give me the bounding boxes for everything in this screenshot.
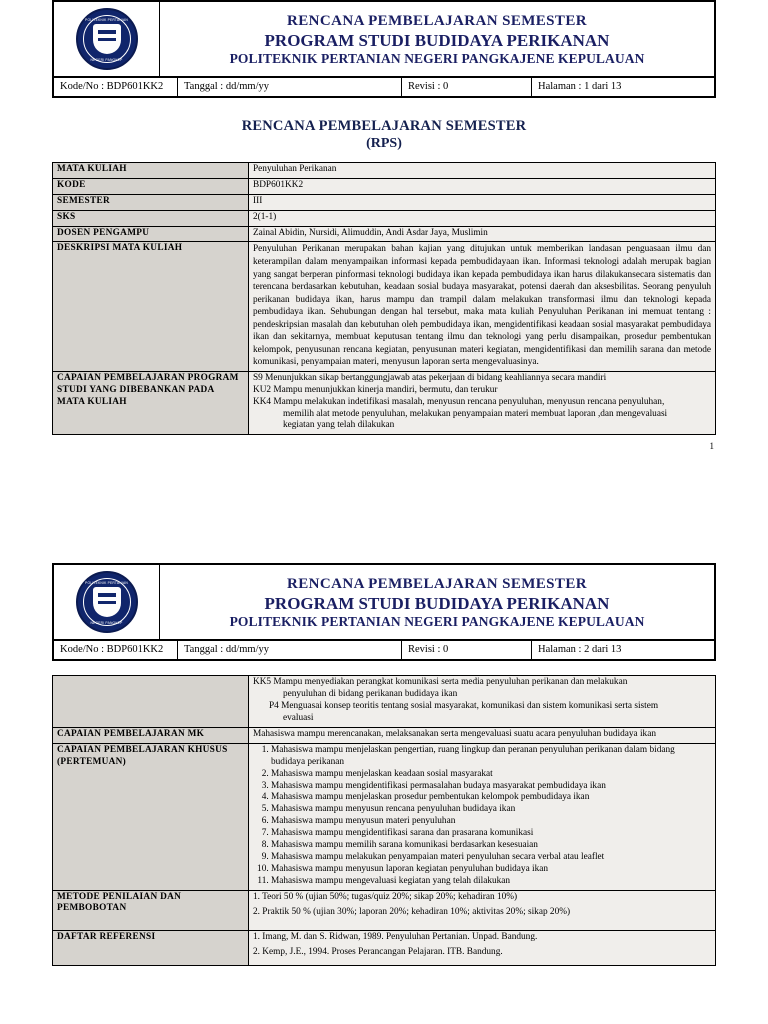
label-semester: SEMESTER	[53, 194, 249, 210]
value-capaian-pembelajaran-prodi	[249, 371, 716, 434]
label-deskripsi-mata-kuliah: DESKRIPSI MATA KULIAH	[53, 242, 249, 371]
logo-top-text: POLITEKNIK PERTANIAN	[85, 580, 128, 585]
list-item: 7. Mahasiswa mampu mengidentifikasi sarana dan prasarana komunikasi	[271, 828, 711, 840]
capaian-item: KK4 Mampu melakukan indetifikasi masalah, menyusun rencana penyuluhan, menyusun rencana penyuluhan,	[253, 396, 665, 407]
logo-shape	[76, 571, 138, 633]
value-dosen-pengampu: Zainal Abidin, Nursidi, Alimuddin, Andi Asdar Jaya, Muslimin	[249, 226, 716, 242]
document-title-line-2: (RPS)	[366, 136, 402, 151]
document-header-page2	[52, 563, 716, 641]
list-item: 2. Mahasiswa mampu menjelaskan keadaan sosial masyarakat	[271, 769, 711, 781]
list-item: 10. Mahasiswa mampu menyusun laporan kegiatan penyuluhan budidaya ikan	[271, 864, 711, 876]
meta-revisi: Revisi : 0	[402, 78, 532, 96]
label-capaian-pembelajaran-khusus: CAPAIAN PEMBELAJARAN KHUSUS (PERTEMUAN)	[53, 743, 249, 890]
rps-table-page1	[52, 162, 716, 435]
header-titles	[160, 2, 714, 76]
table-row	[53, 226, 716, 242]
header-line-2: PROGRAM STUDI BUDIDAYA PERIKANAN	[264, 30, 610, 50]
meta-kode: Kode/No : BDP601KK2	[54, 78, 178, 96]
header-line-2: PROGRAM STUDI BUDIDAYA PERIKANAN	[264, 594, 610, 614]
capaian-khusus-list	[253, 745, 711, 888]
meta-kode: Kode/No : BDP601KK2	[54, 641, 178, 659]
table-row	[53, 194, 716, 210]
document-meta-row-page1	[52, 78, 716, 98]
page-number-1: 1	[709, 441, 714, 452]
value-sks: 2(1-1)	[249, 210, 716, 226]
value-mata-kuliah: Penyuluhan Perikanan	[249, 163, 716, 179]
meta-tanggal: Tanggal : dd/mm/yy	[178, 641, 402, 659]
list-item: 11. Mahasiswa mampu mengevaluasi kegiatan yang telah dilakukan	[271, 876, 711, 888]
capaian-item: evaluasi	[283, 713, 314, 724]
table-row	[53, 242, 716, 371]
meta-halaman: Halaman : 2 dari 13	[538, 644, 622, 656]
label-capaian-pembelajaran-mk: CAPAIAN PEMBELAJARAN MK	[53, 727, 249, 743]
table-row	[53, 890, 716, 930]
metode-item: 1. Teori 50 % (ujian 50%; tugas/quiz 20%; sikap 20%; kehadiran 10%)	[253, 891, 518, 902]
page-1-sheet	[52, 0, 716, 451]
header-line-1: RENCANA PEMBELAJARAN SEMESTER	[287, 13, 587, 30]
institution-logo	[54, 565, 160, 639]
label-kode: KODE	[53, 178, 249, 194]
header-line-3: POLITEKNIK PERTANIAN NEGERI PANGKAJENE KEPULAUAN	[229, 50, 645, 66]
referensi-item: 2. Kemp, J.E., 1994. Proses Perancangan Pelajaran. ITB. Bandung.	[253, 947, 503, 958]
label-capaian-pembelajaran-prodi: CAPAIAN PEMBELAJARAN PROGRAM STUDI YANG DIBEBANKAN PADA MATA KULIAH	[53, 371, 249, 434]
value-metode-penilaian	[249, 890, 716, 930]
institution-logo	[54, 2, 160, 76]
capaian-item: P4 Menguasai konsep teoritis tentang sosial masyarakat, komunikasi dan sistem komunikasi serta sistem	[269, 701, 659, 712]
logo-bottom-text: NEGERI PANGKEP	[90, 58, 123, 62]
page-1	[0, 0, 768, 451]
meta-tanggal: Tanggal : dd/mm/yy	[178, 78, 402, 96]
page-2	[0, 563, 768, 966]
header-line-3: POLITEKNIK PERTANIAN NEGERI PANGKAJENE KEPULAUAN	[229, 614, 645, 630]
table-row	[53, 727, 716, 743]
document-meta-row-page2	[52, 641, 716, 661]
capaian-item: S9 Menunjukkan sikap bertanggungjawab atas pekerjaan di bidang keahliannya secara mandiri	[253, 372, 607, 383]
page-separator	[0, 451, 768, 563]
rps-table-page2	[52, 675, 716, 966]
metode-item: 2. Praktik 50 % (ujian 30%; laporan 20%; kehadiran 10%; aktivitas 20%; sikap 20%)	[253, 907, 571, 918]
capaian-item: kegiatan yang telah dilakukan	[283, 420, 395, 431]
value-capaian-continuation	[249, 676, 716, 728]
header-titles	[160, 565, 714, 639]
list-item: 5. Mahasiswa mampu menyusun rencana penyuluhan budidaya ikan	[271, 804, 711, 816]
table-row	[53, 930, 716, 966]
table-row	[53, 676, 716, 728]
list-item: 4. Mahasiswa mampu menjelaskan prosedur pembentukan kelompok pembudidaya ikan	[271, 792, 711, 804]
label-daftar-referensi: DAFTAR REFERENSI	[53, 930, 249, 966]
capaian-item: penyuluhan di bidang perikanan budidaya ikan	[283, 689, 458, 700]
meta-halaman: Halaman : 1 dari 13	[538, 81, 622, 92]
list-item: 8. Mahasiswa mampu memilih sarana komunikasi berdasarkan kesesuaian	[271, 840, 711, 852]
capaian-item: memilih alat metode penyuluhan, melakukan penyampaian materi membuat laporan ,dan mengevaluasi	[283, 408, 668, 419]
label-mata-kuliah: MATA KULIAH	[53, 163, 249, 179]
value-capaian-pembelajaran-khusus	[249, 743, 716, 890]
capaian-item: KU2 Mampu menunjukkan kinerja mandiri, bermutu, dan terukur	[253, 384, 498, 395]
value-capaian-pembelajaran-mk: Mahasiswa mampu merencanakan, melaksanakan serta mengevaluasi suatu acara penyuluhan budidaya ikan	[249, 727, 716, 743]
label-dosen-pengampu: DOSEN PENGAMPU	[53, 226, 249, 242]
document-header	[52, 0, 716, 78]
label-metode-penilaian: METODE PENILAIAN DAN PEMBOBOTAN	[53, 890, 249, 930]
header-line-1: RENCANA PEMBELAJARAN SEMESTER	[287, 576, 587, 593]
label-empty-continuation	[53, 676, 249, 728]
list-item: 1. Mahasiswa mampu menjelaskan pengertian, ruang lingkup dan peranan penyuluhan perikanan dalam bidang budidaya perikanan	[271, 745, 711, 769]
capaian-item: KK5 Mampu menyediakan perangkat komunikasi serta media penyuluhan perikanan dan melakukan	[253, 677, 628, 688]
table-row	[53, 743, 716, 890]
table-row	[53, 210, 716, 226]
referensi-item: 1. Imang, M. dan S. Ridwan, 1989. Penyuluhan Pertanian. Unpad. Bandung.	[253, 931, 538, 942]
list-item: 9. Mahasiswa mampu melakukan penyampaian materi penyuluhan secara verbal atau leaflet	[271, 852, 711, 864]
meta-revisi: Revisi : 0	[402, 641, 532, 659]
logo-top-text: POLITEKNIK PERTANIAN	[85, 17, 128, 22]
value-kode: BDP601KK2	[249, 178, 716, 194]
list-item: 3. Mahasiswa mampu mengidentifikasi permasalahan budaya masyarakat pembudidaya ikan	[271, 781, 711, 793]
document-title-line-1: RENCANA PEMBELAJARAN SEMESTER	[241, 118, 527, 134]
list-item: 6. Mahasiswa mampu menyusun materi penyuluhan	[271, 816, 711, 828]
table-row	[53, 371, 716, 434]
label-sks: SKS	[53, 210, 249, 226]
logo-shape	[76, 8, 138, 70]
value-deskripsi-mata-kuliah: Penyuluhan Perikanan merupakan bahan kajian yang ditujukan untuk memberikan landasan penguasaan ilmu dan keterampilan dalam menyampaikan informasi kepada pembudidayaan ikan. Informasi teknologi adalah merupak bagian yang sangat berperan pinformasi teknologi budidaya ikan kepada pembudidaya ikan harus dilakukansecara sistematis dan terencana berdasarkan kebutuhan, keadaan sosial budaya masyarakat, potensi daerah dan aksesbilitas. Seorang penyuluh perikanan budidaya ikan, harus mampu dan trampil dalam melakukan transformasi ilmu dan teknologi kepada pembudidaya ikan. Sehubungan dengan hal tersebut, maka mata kuliah Penyuluhan Perikanan ini memuat tentang : pendeskripsian masalah dan kebutuhan oleh pembudidaya ikan, mengidentifikasi keadaan sosial masyarakat pembudidaya ikan dan sekitarnya, membuat keputusan tentang ilmu dan teknologi yang perlu disampaikan, prosedur pembentukan kelompok, penyusunan rencana kegiatan, penyusunan materi kegiatan, mengidentifikasi dan memilih sarana dan metode komunikasi, penyampaian materi, menyusun laporan serta mengevaluasinya.	[249, 242, 716, 371]
value-semester: III	[249, 194, 716, 210]
table-row	[53, 163, 716, 179]
document-title	[52, 118, 716, 152]
value-daftar-referensi	[249, 930, 716, 966]
logo-bottom-text: NEGERI PANGKEP	[90, 621, 123, 626]
table-row	[53, 178, 716, 194]
page-2-sheet	[52, 563, 716, 966]
